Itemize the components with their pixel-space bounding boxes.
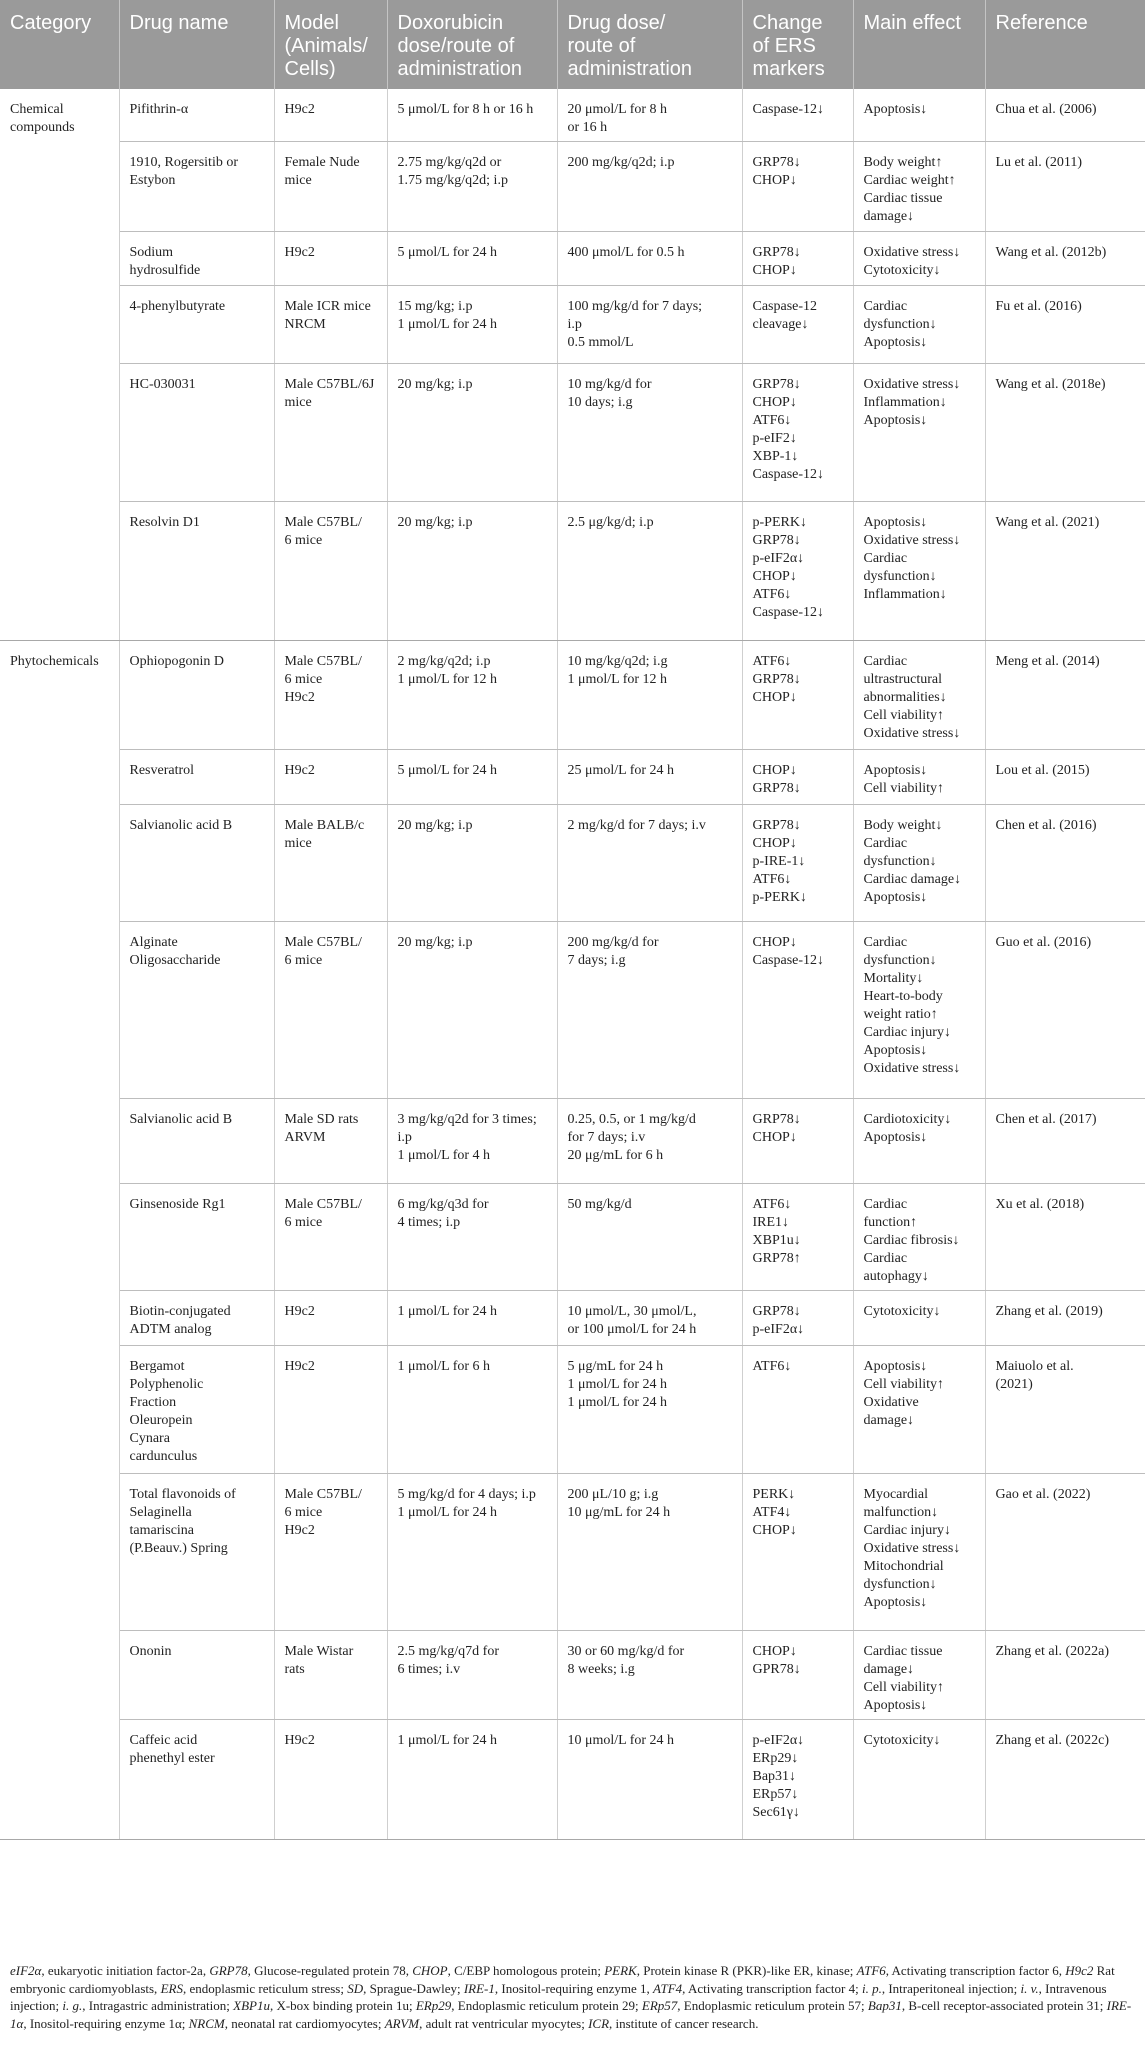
- table-row: [0, 805, 1145, 922]
- doxorubicin-dose-cell: 1 μmol/L for 24 h: [387, 1720, 557, 1840]
- category-cell: Chemical compounds: [0, 89, 119, 641]
- reference-cell: Chua et al. (2006): [985, 89, 1145, 142]
- model-cell: Male C57BL/ 6 mice H9c2: [274, 1474, 387, 1631]
- doxorubicin-dose-cell: 20 mg/kg; i.p: [387, 805, 557, 922]
- table-row: [0, 1291, 1145, 1346]
- footnote-definition: , Activating transcription factor 4;: [682, 1980, 862, 1996]
- footnote-abbreviation: ICR: [588, 2015, 610, 2031]
- reference-cell: Wang et al. (2018e): [985, 364, 1145, 502]
- footnote-definition: , institute of cancer research.: [609, 2015, 759, 2031]
- drug-name-cell: Resveratrol: [119, 750, 274, 805]
- main-effect-cell: Oxidative stress↓ Inflammation↓ Apoptosis↓: [853, 364, 985, 502]
- header-category: Category: [0, 0, 119, 89]
- table-row: [0, 750, 1145, 805]
- drug-name-cell: HC-030031: [119, 364, 274, 502]
- drug-name-cell: 1910, Rogersitib or Estybon: [119, 142, 274, 232]
- drug-dose-cell: 25 μmol/L for 24 h: [557, 750, 742, 805]
- model-cell: Male BALB/c mice: [274, 805, 387, 922]
- footnote-definition: , Endoplasmic reticulum protein 29;: [451, 1998, 642, 2013]
- main-effect-cell: Cardiac dysfunction↓ Apoptosis↓: [853, 286, 985, 364]
- table-row: [0, 286, 1145, 364]
- footnote-abbreviation: ARVM: [384, 2015, 420, 2031]
- table-row: [0, 1474, 1145, 1631]
- doxorubicin-dose-cell: 1 μmol/L for 6 h: [387, 1346, 557, 1474]
- model-cell: Male Wistar rats: [274, 1631, 387, 1720]
- header-ers-markers: Change of ERS markers: [742, 0, 853, 89]
- model-cell: Male SD rats ARVM: [274, 1099, 387, 1184]
- model-cell: Male C57BL/ 6 mice: [274, 502, 387, 641]
- reference-cell: Lou et al. (2015): [985, 750, 1145, 805]
- model-cell: H9c2: [274, 232, 387, 286]
- drug-name-cell: Ophiopogonin D: [119, 641, 274, 750]
- ers-markers-cell: GRP78↓ CHOP↓: [742, 142, 853, 232]
- table-row: [0, 502, 1145, 641]
- drug-dose-cell: 10 mg/kg/q2d; i.g 1 μmol/L for 12 h: [557, 641, 742, 750]
- ers-markers-cell: GRP78↓ CHOP↓ ATF6↓ p-eIF2↓ XBP-1↓ Caspase-12↓: [742, 364, 853, 502]
- footnote-definition: , Glucose-regulated protein 78,: [247, 1963, 413, 1978]
- reference-cell: Gao et al. (2022): [985, 1474, 1145, 1631]
- main-effect-cell: Cytotoxicity↓: [853, 1720, 985, 1840]
- reference-cell: Maiuolo et al. (2021): [985, 1346, 1145, 1474]
- model-cell: Female Nude mice: [274, 142, 387, 232]
- doxorubicin-dose-cell: 5 μmol/L for 8 h or 16 h: [387, 89, 557, 142]
- ers-markers-cell: GRP78↓ CHOP↓ p-IRE-1↓ ATF6↓ p-PERK↓: [742, 805, 853, 922]
- ers-markers-cell: CHOP↓ Caspase-12↓: [742, 922, 853, 1099]
- footnote-abbreviation: IRE-1: [463, 1980, 495, 1996]
- drug-dose-cell: 20 μmol/L for 8 h or 16 h: [557, 89, 742, 142]
- reference-cell: Wang et al. (2021): [985, 502, 1145, 641]
- ers-markers-cell: p-PERK↓ GRP78↓ p-eIF2α↓ CHOP↓ ATF6↓ Caspase-12↓: [742, 502, 853, 641]
- footnote-definition: , adult rat ventricular myocytes;: [419, 2015, 589, 2031]
- model-cell: H9c2: [274, 1346, 387, 1474]
- drug-dose-cell: 10 μmol/L for 24 h: [557, 1720, 742, 1840]
- footnote-definition: , Protein kinase R (PKR)-like ER, kinase;: [636, 1963, 857, 1978]
- footnote-definition: , neonatal rat cardiomyocytes;: [224, 2015, 385, 2031]
- table-row: [0, 364, 1145, 502]
- ers-markers-cell: ATF6↓ IRE1↓ XBP1u↓ GRP78↑: [742, 1184, 853, 1291]
- header-row: [0, 0, 1145, 89]
- model-cell: Male C57BL/ 6 mice H9c2: [274, 641, 387, 750]
- doxorubicin-dose-cell: 20 mg/kg; i.p: [387, 502, 557, 641]
- ers-markers-cell: GRP78↓ CHOP↓: [742, 232, 853, 286]
- table-footnote: [10, 1962, 1135, 2032]
- main-effect-cell: Oxidative stress↓ Cytotoxicity↓: [853, 232, 985, 286]
- footnote-abbreviation: PERK: [604, 1963, 637, 1978]
- ers-markers-cell: CHOP↓ GPR78↓: [742, 1631, 853, 1720]
- footnote-abbreviation: ERp57: [641, 1998, 678, 2013]
- drug-name-cell: Pifithrin-α: [119, 89, 274, 142]
- drug-dose-cell: 400 μmol/L for 0.5 h: [557, 232, 742, 286]
- drug-dose-cell: 10 μmol/L, 30 μmol/L, or 100 μmol/L for 24 h: [557, 1291, 742, 1346]
- doxorubicin-dose-cell: 3 mg/kg/q2d for 3 times; i.p 1 μmol/L for 4 h: [387, 1099, 557, 1184]
- footnote-definition: , Intragastric administration;: [82, 1998, 234, 2013]
- ers-markers-cell: ATF6↓: [742, 1346, 853, 1474]
- footnote-abbreviation: i. v.: [1020, 1980, 1039, 1996]
- doxorubicin-dose-cell: 20 mg/kg; i.p: [387, 922, 557, 1099]
- footnote-abbreviation: ATF4: [653, 1980, 683, 1996]
- model-cell: H9c2: [274, 1720, 387, 1840]
- model-cell: Male C57BL/ 6 mice: [274, 1184, 387, 1291]
- drug-name-cell: Ginsenoside Rg1: [119, 1184, 274, 1291]
- footnote-abbreviation: IRE-1α: [10, 1998, 1132, 2031]
- footnote-abbreviation: eIF2α: [10, 1963, 42, 1978]
- main-effect-cell: Cardiac function↑ Cardiac fibrosis↓ Cardiac autophagy↓: [853, 1184, 985, 1291]
- model-cell: H9c2: [274, 89, 387, 142]
- table-header: [0, 0, 1145, 89]
- doxorubicin-dose-cell: 20 mg/kg; i.p: [387, 364, 557, 502]
- main-effect-cell: Cardiac dysfunction↓ Mortality↓ Heart-to-body weight ratio↑ Cardiac injury↓ Apoptosis↓ Oxidative stress↓: [853, 922, 985, 1099]
- footnote-abbreviation: ERp29: [415, 1998, 452, 2013]
- doxorubicin-dose-cell: 5 μmol/L for 24 h: [387, 232, 557, 286]
- footnote-definition: , Inositol-requiring enzyme 1,: [494, 1980, 654, 1996]
- footnote-definition: , B-cell receptor-associated protein 31;: [901, 1998, 1107, 2013]
- table-row: [0, 1720, 1145, 1840]
- ers-markers-cell: Caspase-12 cleavage↓: [742, 286, 853, 364]
- table-row: [0, 1184, 1145, 1291]
- reference-cell: Zhang et al. (2022a): [985, 1631, 1145, 1720]
- doxorubicin-dose-cell: 15 mg/kg; i.p 1 μmol/L for 24 h: [387, 286, 557, 364]
- doxorubicin-dose-cell: 5 mg/kg/d for 4 days; i.p 1 μmol/L for 24 h: [387, 1474, 557, 1631]
- drug-name-cell: Bergamot Polyphenolic Fraction Oleuropein Cynara cardunculus: [119, 1346, 274, 1474]
- footnote-abbreviation: XBP1u: [233, 1998, 270, 2013]
- header-model: Model (Animals/ Cells): [274, 0, 387, 89]
- doxorubicin-dose-cell: 1 μmol/L for 24 h: [387, 1291, 557, 1346]
- drug-dose-cell: 30 or 60 mg/kg/d for 8 weeks; i.g: [557, 1631, 742, 1720]
- reference-cell: Lu et al. (2011): [985, 142, 1145, 232]
- main-effect-cell: Cardiac tissue damage↓ Cell viability↑ Apoptosis↓: [853, 1631, 985, 1720]
- model-cell: H9c2: [274, 1291, 387, 1346]
- footnote-abbreviation: Bap31: [867, 1998, 902, 2013]
- footnote-abbreviation: i. p.: [861, 1980, 882, 1996]
- main-effect-cell: Apoptosis↓ Oxidative stress↓ Cardiac dysfunction↓ Inflammation↓: [853, 502, 985, 641]
- category-cell: Phytochemicals: [0, 641, 119, 1840]
- footnote-definition: , C/EBP homologous protein;: [447, 1963, 605, 1978]
- table-row: [0, 922, 1145, 1099]
- doxorubicin-dose-cell: 2.75 mg/kg/q2d or 1.75 mg/kg/q2d; i.p: [387, 142, 557, 232]
- ers-markers-cell: PERK↓ ATF4↓ CHOP↓: [742, 1474, 853, 1631]
- footnote-definition: , Inositol-requiring enzyme 1α;: [23, 2015, 189, 2031]
- main-effect-cell: Myocardial malfunction↓ Cardiac injury↓ Oxidative stress↓ Mitochondrial dysfunction↓ Apoptosis↓: [853, 1474, 985, 1631]
- drug-name-cell: Resolvin D1: [119, 502, 274, 641]
- footnote-abbreviation: NRCM: [188, 2015, 225, 2031]
- header-drug-dose: Drug dose/ route of administration: [557, 0, 742, 89]
- drug-dose-cell: 2 mg/kg/d for 7 days; i.v: [557, 805, 742, 922]
- drug-name-cell: Salvianolic acid B: [119, 1099, 274, 1184]
- table-row: [0, 1631, 1145, 1720]
- reference-cell: Chen et al. (2017): [985, 1099, 1145, 1184]
- table-row: [0, 1346, 1145, 1474]
- reference-cell: Chen et al. (2016): [985, 805, 1145, 922]
- header-main-effect: Main effect: [853, 0, 985, 89]
- footnote-definition: , eukaryotic initiation factor-2a,: [41, 1963, 210, 1978]
- doxorubicin-dose-cell: 2 mg/kg/q2d; i.p 1 μmol/L for 12 h: [387, 641, 557, 750]
- reference-cell: Zhang et al. (2019): [985, 1291, 1145, 1346]
- table-row: [0, 641, 1145, 750]
- drug-name-cell: Salvianolic acid B: [119, 805, 274, 922]
- ers-markers-cell: ATF6↓ GRP78↓ CHOP↓: [742, 641, 853, 750]
- ers-markers-cell: CHOP↓ GRP78↓: [742, 750, 853, 805]
- reference-cell: Meng et al. (2014): [985, 641, 1145, 750]
- table-row: [0, 89, 1145, 142]
- footnote-definition: , Intravenous injection;: [10, 1980, 1107, 2013]
- header-drug-name: Drug name: [119, 0, 274, 89]
- table-row: [0, 1099, 1145, 1184]
- ers-markers-cell: GRP78↓ p-eIF2α↓: [742, 1291, 853, 1346]
- model-cell: H9c2: [274, 750, 387, 805]
- drug-dose-cell: 200 mg/kg/q2d; i.p: [557, 142, 742, 232]
- ers-markers-cell: GRP78↓ CHOP↓: [742, 1099, 853, 1184]
- footnote-abbreviation: SD: [347, 1980, 364, 1996]
- doxorubicin-dose-cell: 2.5 mg/kg/q7d for 6 times; i.v: [387, 1631, 557, 1720]
- footnote-definition: , Activating transcription factor 6,: [885, 1963, 1066, 1978]
- drug-name-cell: Biotin-conjugated ADTM analog: [119, 1291, 274, 1346]
- reference-cell: Wang et al. (2012b): [985, 232, 1145, 286]
- drug-dose-cell: 200 mg/kg/d for 7 days; i.g: [557, 922, 742, 1099]
- footnote-abbreviation: GRP78: [209, 1963, 248, 1978]
- table-body: [0, 89, 1145, 1840]
- main-effect-cell: Body weight↑ Cardiac weight↑ Cardiac tissue damage↓: [853, 142, 985, 232]
- drug-name-cell: Ononin: [119, 1631, 274, 1720]
- footnote-definition: , X-box binding protein 1u;: [269, 1998, 416, 2013]
- doxorubicin-dose-cell: 6 mg/kg/q3d for 4 times; i.p: [387, 1184, 557, 1291]
- main-effect-cell: Apoptosis↓ Cell viability↑ Oxidative damage↓: [853, 1346, 985, 1474]
- model-cell: Male C57BL/ 6 mice: [274, 922, 387, 1099]
- drug-dose-cell: 2.5 μg/kg/d; i.p: [557, 502, 742, 641]
- drug-name-cell: Alginate Oligosaccharide: [119, 922, 274, 1099]
- table-row: [0, 142, 1145, 232]
- main-effect-cell: Body weight↓ Cardiac dysfunction↓ Cardiac damage↓ Apoptosis↓: [853, 805, 985, 922]
- doxorubicin-dose-cell: 5 μmol/L for 24 h: [387, 750, 557, 805]
- footnote-definition: Rat embryonic cardiomyoblasts,: [10, 1963, 1115, 1996]
- footnote-text: [10, 1962, 1135, 2032]
- footnote-definition: , Endoplasmic reticulum protein 57;: [677, 1998, 868, 2013]
- reference-cell: Xu et al. (2018): [985, 1184, 1145, 1291]
- drug-name-cell: Caffeic acid phenethyl ester: [119, 1720, 274, 1840]
- main-effect-cell: Apoptosis↓: [853, 89, 985, 142]
- footnote-definition: , Intraperitoneal injection;: [881, 1980, 1021, 1996]
- drug-name-cell: 4-phenylbutyrate: [119, 286, 274, 364]
- footnote-definition: , endoplasmic reticulum stress;: [182, 1980, 348, 1996]
- drug-dose-cell: 0.25, 0.5, or 1 mg/kg/d for 7 days; i.v 20 μg/mL for 6 h: [557, 1099, 742, 1184]
- main-effect-cell: Apoptosis↓ Cell viability↑: [853, 750, 985, 805]
- drug-dose-cell: 200 μL/10 g; i.g 10 μg/mL for 24 h: [557, 1474, 742, 1631]
- reference-cell: Fu et al. (2016): [985, 286, 1145, 364]
- footnote-abbreviation: CHOP: [412, 1963, 448, 1978]
- reference-cell: Guo et al. (2016): [985, 922, 1145, 1099]
- header-doxorubicin-dose: Doxorubicin dose/route of administration: [387, 0, 557, 89]
- footnote-abbreviation: ERS: [160, 1980, 183, 1996]
- drug-dose-cell: 5 μg/mL for 24 h 1 μmol/L for 24 h 1 μmol/L for 24 h: [557, 1346, 742, 1474]
- footnote-definition: , Sprague-Dawley;: [363, 1980, 464, 1996]
- main-effect-cell: Cytotoxicity↓: [853, 1291, 985, 1346]
- drug-name-cell: Total flavonoids of Selaginella tamariscina (P.Beauv.) Spring: [119, 1474, 274, 1631]
- main-effect-cell: Cardiac ultrastructural abnormalities↓ Cell viability↑ Oxidative stress↓: [853, 641, 985, 750]
- main-effect-cell: Cardiotoxicity↓ Apoptosis↓: [853, 1099, 985, 1184]
- drug-dose-cell: 10 mg/kg/d for 10 days; i.g: [557, 364, 742, 502]
- table-row: [0, 232, 1145, 286]
- ers-markers-cell: Caspase-12↓: [742, 89, 853, 142]
- ers-markers-cell: p-eIF2α↓ ERp29↓ Bap31↓ ERp57↓ Sec61γ↓: [742, 1720, 853, 1840]
- drug-name-cell: Sodium hydrosulfide: [119, 232, 274, 286]
- reference-cell: Zhang et al. (2022c): [985, 1720, 1145, 1840]
- drug-dose-cell: 50 mg/kg/d: [557, 1184, 742, 1291]
- footnote-abbreviation: H9c2: [1065, 1963, 1094, 1978]
- footnote-abbreviation: ATF6: [856, 1963, 886, 1978]
- model-cell: Male ICR mice NRCM: [274, 286, 387, 364]
- drug-dose-cell: 100 mg/kg/d for 7 days; i.p 0.5 mmol/L: [557, 286, 742, 364]
- footnote-abbreviation: i. g.: [62, 1998, 83, 2013]
- header-reference: Reference: [985, 0, 1145, 89]
- model-cell: Male C57BL/6J mice: [274, 364, 387, 502]
